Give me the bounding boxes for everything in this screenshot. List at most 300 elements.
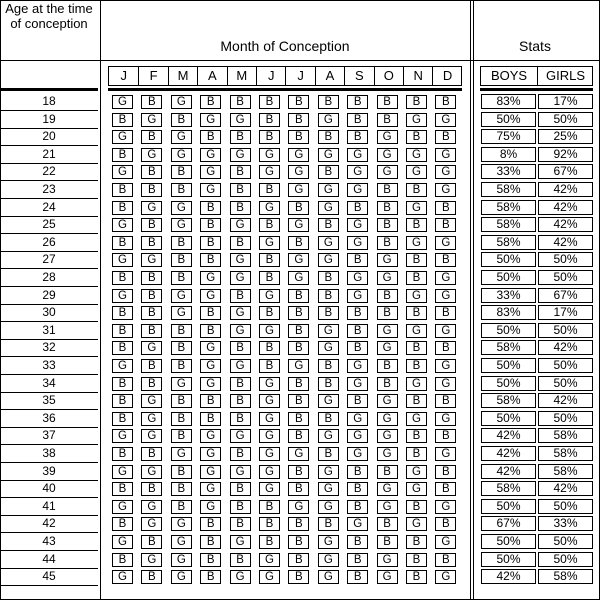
boys-percent: 67% [481,516,536,531]
gender-cell: G [171,201,192,215]
gender-cell: B [288,341,309,355]
gender-cell: G [406,482,427,496]
gender-cell: G [435,271,456,285]
gender-cell: B [112,306,133,320]
gender-cell: B [171,324,192,338]
gender-cell: B [347,535,368,549]
age-label: 43 [42,534,56,548]
gender-cell: G [377,324,398,338]
age-label: 27 [42,252,56,267]
gender-cell: B [259,218,280,232]
gender-cell: B [377,113,398,127]
gender-cell: B [200,324,221,338]
gender-cell: B [406,500,427,514]
girls-percent: 42% [538,200,593,215]
gender-cell: G [288,218,309,232]
gender-cell: B [259,113,280,127]
month-header-rule [108,88,462,91]
girls-percent: 42% [538,481,593,496]
gender-cell: B [171,394,192,408]
divider-stats [470,0,471,600]
gender-cell: G [259,324,280,338]
gender-cell: G [318,394,339,408]
gender-cell: B [112,377,133,391]
gender-cell: G [406,465,427,479]
gender-cell: B [288,570,309,584]
gender-cell: B [230,130,251,144]
gender-cell: G [377,271,398,285]
gender-cell: B [318,306,339,320]
gender-cell: G [377,429,398,443]
boys-percent: 42% [481,446,536,461]
gender-cell: G [377,500,398,514]
gender-cell: G [171,517,192,531]
age-row-rule [0,585,98,586]
gender-cell: B [377,306,398,320]
gender-cell: B [318,289,339,303]
boys-percent: 8% [481,147,536,162]
gender-cell: B [259,517,280,531]
month-label: S [344,67,373,85]
gender-cell: G [171,289,192,303]
gender-cell: B [347,253,368,267]
gender-cell: G [230,148,251,162]
gender-cell: B [141,535,162,549]
gender-cell: G [259,148,280,162]
gender-cell: B [406,271,427,285]
gender-cell: G [318,236,339,250]
gender-cell: G [377,253,398,267]
gender-cell: B [141,482,162,496]
gender-cell: B [347,570,368,584]
age-label: 28 [42,270,56,284]
gender-cell: G [259,465,280,479]
gender-cell: B [230,289,251,303]
gender-cell: G [200,359,221,373]
gender-cell: B [435,306,456,320]
gender-cell: G [347,271,368,285]
gender-cell: G [435,148,456,162]
gender-cell: B [112,236,133,250]
gender-cell: G [347,412,368,426]
gender-cell: B [347,553,368,567]
gender-cell: B [171,429,192,443]
age-label: 20 [42,129,56,144]
gender-cell: G [141,500,162,514]
boys-percent: 58% [481,235,536,250]
gender-cell: G [200,183,221,197]
gender-cell: B [200,306,221,320]
girls-percent: 42% [538,217,593,232]
gender-cell: B [347,201,368,215]
gender-cell: G [406,113,427,127]
gender-cell: G [200,113,221,127]
gender-cell: B [259,359,280,373]
gender-cell: G [347,429,368,443]
gender-cell: B [435,95,456,109]
stats-header: Stats [519,38,551,54]
gender-cell: G [318,535,339,549]
gender-cell: G [200,148,221,162]
gender-cell: B [406,218,427,232]
age-label: 44 [42,551,56,566]
gender-cell: B [288,130,309,144]
gender-cell: G [230,324,251,338]
girls-percent: 50% [538,499,593,514]
girls-percent: 42% [538,235,593,250]
gender-cell: B [347,306,368,320]
gender-cell: G [259,201,280,215]
gender-cell: B [259,535,280,549]
stats-header-rule [480,88,593,91]
gender-cell: G [377,165,398,179]
gender-cell: G [112,289,133,303]
age-label: 26 [42,234,56,249]
boys-percent: 75% [481,129,536,144]
gender-cell: B [318,447,339,461]
gender-cell: B [435,201,456,215]
gender-cell: B [377,183,398,197]
gender-cell: B [141,183,162,197]
gender-cell: B [230,412,251,426]
gender-cell: G [406,412,427,426]
month-label: J [285,67,314,85]
gender-cell: G [318,482,339,496]
gender-cell: B [230,183,251,197]
gender-cell: B [230,341,251,355]
age-header: Age at the time of conception [5,1,93,31]
gender-cell: G [318,113,339,127]
gender-cell: B [288,429,309,443]
gender-cell: B [406,535,427,549]
gender-cell: B [406,95,427,109]
gender-cell: G [377,447,398,461]
gender-cell: B [200,570,221,584]
gender-cell: B [406,359,427,373]
gender-cell: G [141,429,162,443]
gender-cell: G [406,201,427,215]
gender-cell: G [171,95,192,109]
boys-percent: 50% [481,112,536,127]
gender-cell: B [318,412,339,426]
gender-cell: G [141,201,162,215]
age-label: 42 [42,516,56,531]
gender-cell: B [259,306,280,320]
gender-cell: B [141,570,162,584]
gender-cell: B [141,306,162,320]
gender-cell: G [200,377,221,391]
gender-cell: B [259,271,280,285]
gender-cell: B [141,324,162,338]
gender-cell: G [200,165,221,179]
gender-cell: B [230,500,251,514]
gender-cell: G [141,465,162,479]
gender-cell: G [171,535,192,549]
girls-percent: 58% [538,446,593,461]
gender-cell: B [141,165,162,179]
gender-cell: G [377,130,398,144]
age-label: 23 [42,182,56,196]
gender-cell: B [406,394,427,408]
gender-cell: B [171,113,192,127]
boys-percent: 58% [481,217,536,232]
gender-cell: B [112,113,133,127]
gender-cell: B [347,500,368,514]
gender-cell: G [112,429,133,443]
gender-cell: B [347,394,368,408]
gender-cell: G [347,165,368,179]
gender-cell: G [200,289,221,303]
gender-cell: B [200,201,221,215]
boys-percent: 58% [481,200,536,215]
age-label: 30 [42,305,56,320]
girls-percent: 17% [538,305,593,320]
gender-cell: B [288,236,309,250]
gender-cell: G [230,253,251,267]
girls-percent: 17% [538,94,593,109]
gender-cell: B [112,341,133,355]
gender-cell: G [318,148,339,162]
gender-cell: G [259,570,280,584]
gender-cell: B [200,517,221,531]
gender-cell: G [347,183,368,197]
boys-percent: 33% [481,288,536,303]
boys-percent: 50% [481,376,536,391]
gender-cell: G [406,289,427,303]
month-header: Month of Conception [220,38,350,54]
gender-cell: B [347,130,368,144]
gender-cell: G [259,412,280,426]
gender-cell: B [377,289,398,303]
age-label: 36 [42,410,56,425]
gender-cell: B [112,447,133,461]
girls-percent: 50% [538,534,593,549]
gender-cell: G [230,113,251,127]
gender-cell: G [171,553,192,567]
gender-cell: G [259,447,280,461]
gender-cell: G [112,570,133,584]
gender-cell: G [435,289,456,303]
age-label: 18 [42,94,56,108]
gender-cell: B [288,377,309,391]
gender-cell: G [200,429,221,443]
gender-cell: G [435,500,456,514]
gender-cell: B [200,535,221,549]
gender-cell: G [318,324,339,338]
gender-cell: G [318,429,339,443]
gender-cell: B [200,236,221,250]
gender-cell: B [288,482,309,496]
gender-cell: G [200,482,221,496]
month-label: A [197,67,226,85]
gender-cell: B [112,394,133,408]
gender-cell: G [406,324,427,338]
boys-percent: 58% [481,340,536,355]
gender-cell: B [406,306,427,320]
gender-cell: B [406,341,427,355]
boys-percent: 83% [481,94,536,109]
gender-cell: B [171,271,192,285]
gender-cell: B [406,553,427,567]
gender-cell: B [406,447,427,461]
gender-cell: G [288,447,309,461]
boys-percent: 50% [481,534,536,549]
gender-cell: G [141,394,162,408]
girls-percent: 50% [538,358,593,373]
gender-cell: G [230,306,251,320]
boys-percent: 50% [481,323,536,338]
gender-cell: G [435,570,456,584]
gender-cell: B [347,465,368,479]
gender-cell: G [377,341,398,355]
gender-cell: B [318,271,339,285]
gender-cell: G [259,394,280,408]
age-label: 32 [42,340,56,355]
gender-cell: G [200,447,221,461]
gender-cell: B [230,482,251,496]
gender-cell: G [347,517,368,531]
gender-cell: B [141,130,162,144]
girls-percent: 50% [538,376,593,391]
gender-cell: G [230,535,251,549]
age-label: 24 [42,199,56,214]
month-label: J [120,68,127,83]
gender-cell: B [230,447,251,461]
gender-cell: B [347,113,368,127]
gender-cell: B [288,113,309,127]
gender-cell: B [112,482,133,496]
gender-cell: B [288,394,309,408]
gender-cell: B [230,95,251,109]
gender-cell: G [230,359,251,373]
boys-percent: 50% [481,252,536,267]
gender-cell: G [288,253,309,267]
month-label: N [403,67,432,85]
gender-cell: B [171,165,192,179]
gender-cell: B [288,412,309,426]
boys-percent: 42% [481,428,536,443]
gender-cell: G [435,535,456,549]
gender-cell: G [435,377,456,391]
gender-cell: B [377,465,398,479]
gender-cell: B [200,553,221,567]
gender-cell: B [288,324,309,338]
gender-cell: B [200,253,221,267]
gender-cell: B [200,95,221,109]
gender-cell: B [200,130,221,144]
gender-cell: G [171,570,192,584]
gender-cell: B [347,482,368,496]
month-column-header [108,66,462,86]
girls-percent: 25% [538,129,593,144]
gender-cell: G [171,447,192,461]
gender-cell: G [171,218,192,232]
gender-cell: B [171,359,192,373]
age-label: 22 [42,164,56,179]
gender-cell: B [141,218,162,232]
gender-cell: B [318,218,339,232]
gender-cell: B [141,236,162,250]
gender-cell: B [171,482,192,496]
gender-cell: B [318,359,339,373]
gender-cell: B [318,377,339,391]
age-header-rule [0,88,98,91]
gender-cell: B [259,500,280,514]
gender-cell: B [141,359,162,373]
month-label: A [315,67,344,85]
month-label: M [168,67,197,85]
gender-cell: G [435,165,456,179]
gender-cell: G [259,553,280,567]
gender-cell: B [288,95,309,109]
gender-cell: B [259,95,280,109]
gender-cell: B [377,517,398,531]
gender-cell: B [288,535,309,549]
gender-cell: B [406,429,427,443]
gender-cell: B [406,183,427,197]
gender-cell: B [406,130,427,144]
age-label: 45 [42,569,56,584]
age-label: 38 [42,446,56,460]
gender-cell: G [259,289,280,303]
gender-cell: B [171,412,192,426]
gender-cell: B [435,465,456,479]
gender-cell: G [406,236,427,250]
gender-cell: B [112,271,133,285]
gender-cell: G [112,253,133,267]
gender-cell: B [171,236,192,250]
gender-cell: B [230,394,251,408]
gender-cell: G [259,482,280,496]
gender-cell: B [171,465,192,479]
gender-cell: G [230,465,251,479]
gender-cell: G [230,570,251,584]
month-label: D [432,67,461,85]
gender-cell: G [288,183,309,197]
month-label: M [227,67,256,85]
gender-cell: B [112,517,133,531]
gender-cell: B [435,394,456,408]
gender-cell: B [435,341,456,355]
gender-cell: B [259,341,280,355]
boys-percent: 58% [481,393,536,408]
girls-percent: 58% [538,464,593,479]
gender-cell: G [406,517,427,531]
gender-cell: G [141,341,162,355]
month-label: J [256,67,285,85]
gender-cell: B [112,412,133,426]
gender-cell: B [377,377,398,391]
boys-percent: 58% [481,182,536,197]
gender-cell: B [112,553,133,567]
gender-cell: G [141,412,162,426]
gender-cell: G [435,236,456,250]
gender-cell: G [259,377,280,391]
girls-percent: 58% [538,428,593,443]
girls-percent: 33% [538,516,593,531]
gender-cell: B [318,130,339,144]
gender-cell: G [377,553,398,567]
age-label: 29 [42,287,56,302]
gender-cell: B [141,271,162,285]
gender-cell: B [377,236,398,250]
gender-cell: G [141,253,162,267]
girls-percent: 50% [538,323,593,338]
gender-cell: B [347,95,368,109]
gender-cell: B [435,253,456,267]
girls-percent: 92% [538,147,593,162]
gender-cell: B [377,359,398,373]
